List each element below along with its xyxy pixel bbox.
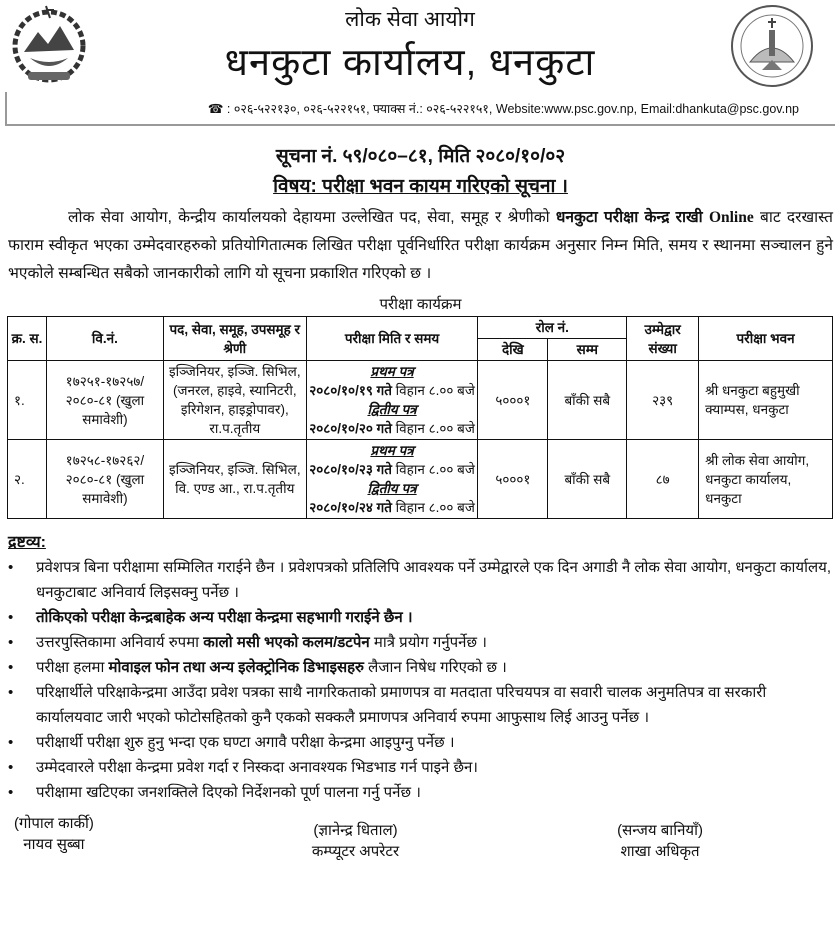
cell-count: ८७	[627, 440, 699, 519]
header-to: सम्म	[548, 339, 627, 361]
list-item: • उत्तरपुस्तिकामा अनिवार्य रुपमा कालो मसी भएको कलम/डटपेन मात्रै प्रयोग गर्नुपर्नेछ ।	[8, 630, 833, 655]
notice-body	[0, 132, 839, 872]
signatures	[8, 813, 833, 862]
cell-to: बाँकी सबै	[548, 440, 627, 519]
cell-to: बाँकी सबै	[548, 361, 627, 440]
cell-from: ५०००१	[478, 361, 548, 440]
header-post: पद, सेवा, समूह, उपसमूह र श्रेणी	[163, 317, 306, 361]
cell-count: २३९	[627, 361, 699, 440]
signature-1: (गोपाल कार्की) नायव सुब्बा	[14, 815, 94, 853]
contact-line: ☎ : ०२६-५२२१३०, ०२६-५२२१५१, फ्याक्स नं.: ०२६-५२२१५१, Website:www.psc.gov.np, Email:dhankuta@psc.gov.np	[207, 102, 799, 116]
cell-post: इञ्जिनियर, इञ्जि. सिभिल, वि. एण्ड आ., रा.प.तृतीय	[163, 440, 306, 519]
notice-paragraph: लोक सेवा आयोग, केन्द्रीय कार्यालयको देहायमा उल्लेखित पद, सेवा, समूह र श्रेणीको धनकुटा परीक्षा केन्द्र राखी Online बाट दरखास्त फाराम स्वीकृत भएका उम्मेदवारहरुको प्रतियोगितात्मक लिखित परीक्षा पूर्वनिर्धारित परीक्षा कार्यक्रम अनुसार निम्न मिति, समय र स्थानमा सञ्चालन हुने भएकोले सम्बन्धित सबैको जानकारीको लागि यो सूचना प्रकाशित गरिएको छ ।	[8, 209, 833, 282]
phone-icon: ☎	[207, 102, 224, 116]
header-venue: परीक्षा भवन	[699, 317, 833, 361]
header-count: उम्मेद्वार संख्या	[627, 317, 699, 361]
cell-datetime: प्रथम पत्र २०८०/१०/२३ गते विहान ८.०० बजे द्वितीय पत्र २०८०/१०/२४ गते विहान ८.०० बजे	[306, 440, 478, 519]
cell-adv: १७२५८-१७२६२/ २०८०-८१ (खुला समावेशी)	[46, 440, 163, 519]
cell-from: ५०००१	[478, 440, 548, 519]
cell-sn: १.	[8, 361, 47, 440]
cell-datetime: प्रथम पत्र २०८०/१०/१९ गते विहान ८.०० बजे द्वितीय पत्र २०८०/१०/२० गते विहान ८.०० बजे	[306, 361, 478, 440]
list-item: • परीक्षार्थी परीक्षा शुरु हुनु भन्दा एक घण्टा अगावै परीक्षा केन्द्रमा आइपुग्नु पर्नेछ ।	[8, 730, 833, 755]
table-row	[8, 361, 833, 440]
psc-seal-logo	[728, 4, 816, 88]
signature-2: (ज्ञानेन्द्र धिताल) कम्प्यूटर अपरेटर	[311, 822, 400, 860]
header-adv: वि.नं.	[46, 317, 163, 361]
nepal-government-emblem	[10, 4, 88, 86]
header-sn: क्र. स.	[8, 317, 47, 361]
cell-sn: २.	[8, 440, 47, 519]
cell-venue: श्री लोक सेवा आयोग, धनकुटा कार्यालय, धनकुटा	[699, 440, 833, 519]
table-caption: परीक्षा कार्यक्रम	[379, 296, 462, 313]
notice-number: सूचना नं. ५९/०८०–८१, मिति २०८०/१०/०२	[275, 146, 566, 167]
office-name: धनकुटा कार्यालय, धनकुटा	[224, 42, 596, 84]
list-item: • परीक्षा हलमा मोवाइल फोन तथा अन्य इलेक्ट्रोनिक डिभाइसहरु लैजान निषेध गरिएको छ ।	[8, 655, 833, 680]
list-item: • प्रवेशपत्र बिना परीक्षामा सम्मिलित गराईने छैन । प्रवेशपत्रको प्रतिलिपि आवश्यक पर्ने उम्मेद्वारले एक दिन अगाडी नै लोक सेवा आयोग, धनकुटा कार्यालय, धनकुटाबाट अनिवार्य लिइसक्नु पर्नेछ ।	[8, 555, 833, 605]
organization-name: लोक सेवा आयोग	[345, 8, 475, 31]
list-item: • परिक्षार्थीले परिक्षाकेन्द्रमा आउँदा प्रवेश पत्रका साथै नागरिकताको प्रमाणपत्र वा मतदाता परिचयपत्र वा सवारी चालक अनुमतिपत्र वा सरकारी कार्यालयवाट जारी भएको फोटोसहितको कुनै एकको सक्कलै प्रमाणपत्र अनिवार्य रुपमा आफुसाथ लिई आउनु पर्नेछ ।	[8, 680, 833, 730]
cell-adv: १७२५१-१७२५७/ २०८०-८१ (खुला समावेशी)	[46, 361, 163, 440]
exam-schedule-table	[7, 316, 833, 519]
notes-list	[8, 555, 833, 805]
signature-3: (सन्जय बानियाँ) शाखा अधिकृत	[617, 822, 703, 860]
table-row	[8, 440, 833, 519]
header-from: देखि	[478, 339, 548, 361]
list-item: • उम्मेदवारले परीक्षा केन्द्रमा प्रवेश गर्दा र निस्कदा अनावश्यक भिडभाड गर्न पाइने छैन।	[8, 755, 833, 780]
header-roll: रोल नं.	[478, 317, 627, 339]
letterhead	[0, 0, 839, 132]
list-item: • परीक्षामा खटिएका जनशक्तिले दिएको निर्देशनको पूर्ण पालना गर्नु पर्नेछ ।	[8, 780, 833, 805]
cell-venue: श्री धनकुटा बहुमुखी क्याम्पस, धनकुटा	[699, 361, 833, 440]
notes-heading: द्रष्टव्य:	[8, 534, 46, 551]
header-datetime: परीक्षा मिति र समय	[306, 317, 478, 361]
list-item: • तोकिएको परीक्षा केन्द्रबाहेक अन्य परीक्षा केन्द्रमा सहभागी गराईने छैन ।	[8, 605, 833, 630]
cell-post: इञ्जिनियर, इञ्जि. सिभिल, (जनरल, हाइवे, स्यानिटरी, इरिगेशन, हाइड्रोपावर), रा.प.तृतीय	[163, 361, 306, 440]
notice-subject: विषय: परीक्षा भवन कायम गरिएको सूचना ।	[273, 176, 568, 197]
